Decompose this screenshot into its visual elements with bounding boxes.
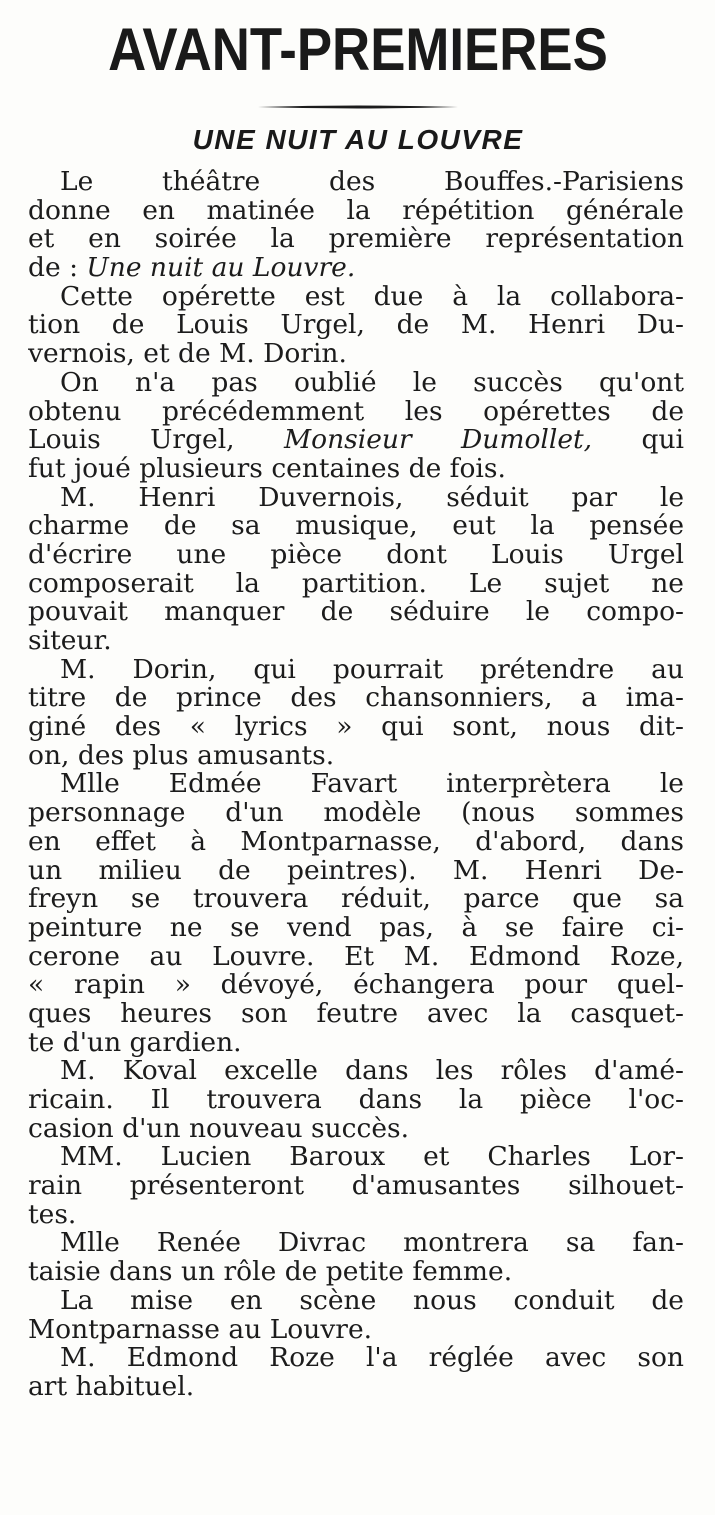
text-line: Mlle Edmée Favart interprètera le [60, 770, 684, 800]
text-line: Montparnasse au Louvre. [28, 1315, 373, 1345]
text-line: MM. Lucien Baroux et Charles Lor- [60, 1143, 684, 1173]
text-line: de : Une nuit au Louvre. [28, 254, 356, 283]
header [28, 14, 688, 86]
text-line: ques heures son feutre avec la casquet- [28, 999, 684, 1029]
text-line: M. Edmond Roze l'a réglée avec son [60, 1344, 684, 1373]
text-line: ricain. Il trouvera dans la pièce l'oc- [28, 1086, 684, 1115]
text-line: M. Henri Duvernois, séduit par le [60, 483, 684, 513]
text-line: vernois, et de M. Dorin. [28, 340, 347, 369]
text-line: cerone au Louvre. Et M. Edmond Roze, [28, 942, 684, 972]
text-line: te d'un gardien. [28, 1028, 242, 1058]
text-line: et en soirée la première représentation [28, 225, 684, 255]
text-line: en effet à Montparnasse, d'abord, dans [28, 827, 684, 857]
text-line: on, des plus amusants. [28, 741, 335, 771]
text-line: « rapin » dévoyé, échangera pour quel- [28, 971, 684, 1000]
text-line: charme de sa musique, eut la pensée [28, 512, 684, 541]
text-line: Mlle Renée Divrac montrera sa fan- [60, 1229, 684, 1259]
text-line: freyn se trouvera réduit, parce que sa [28, 885, 684, 914]
text-line: un milieu de peintres). M. Henri De- [28, 856, 684, 886]
text-line: personnage d'un modèle (nous sommes [28, 799, 684, 828]
text-line: obtenu précédemment les opérettes de [28, 397, 684, 427]
text-line: donne en matinée la répétition générale [28, 196, 684, 226]
text-line: art habituel. [28, 1372, 195, 1402]
text-line: tion de Louis Urgel, de M. Henri Du- [28, 311, 684, 341]
text-line: Cette opérette est due à la collabora- [60, 282, 684, 312]
text-line: tes. [28, 1200, 77, 1230]
article-body [28, 168, 684, 1402]
article-subtitle: UNE NUIT AU LOUVRE [192, 124, 524, 155]
text-line: La mise en scène nous conduit de [60, 1286, 684, 1316]
text-line: rain présenteront d'amusantes silhouet- [28, 1172, 684, 1201]
article-title: AVANT-PREMIERES [108, 16, 608, 83]
text-line: titre de prince des chansonniers, a ima- [28, 684, 684, 714]
text-line: Le théâtre des Bouffes.-Parisiens [60, 168, 684, 197]
text-line: Louis Urgel, Monsieur Dumollet, qui [28, 426, 684, 455]
text-line: giné des « lyrics » qui sont, nous dit- [28, 713, 684, 742]
title-underline-ornament [258, 104, 458, 110]
text-line: composerait la partition. Le sujet ne [28, 569, 684, 599]
text-line: peinture ne se vend pas, à se faire ci- [28, 913, 684, 943]
text-line: siteur. [28, 627, 112, 656]
text-line: M. Koval excelle dans les rôles d'amé- [60, 1057, 684, 1086]
text-line: On n'a pas oublié le succès qu'ont [60, 368, 684, 398]
text-line: fut joué plusieurs centaines de fois. [28, 454, 506, 484]
text-line: taisie dans un rôle de petite femme. [28, 1258, 513, 1287]
text-line: pouvait manquer de séduire le compo- [28, 598, 684, 627]
text-line: d'écrire une pièce dont Louis Urgel [28, 540, 684, 570]
text-line: casion d'un nouveau succès. [28, 1114, 410, 1144]
text-line: M. Dorin, qui pourrait prétendre au [60, 655, 684, 685]
